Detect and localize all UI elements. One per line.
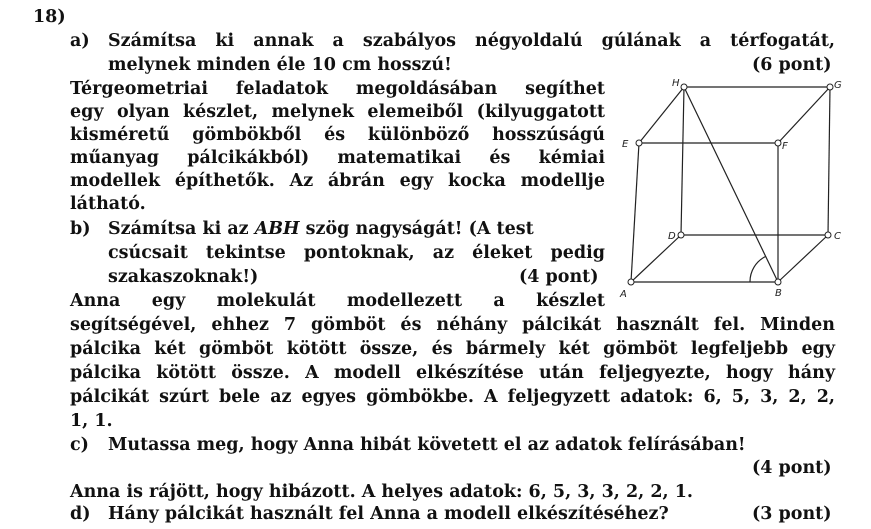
part-b-label: b) bbox=[70, 219, 91, 239]
label-e: E bbox=[622, 139, 629, 150]
vertex-c bbox=[825, 232, 831, 238]
correction-text: Anna is rájött, hogy hibázott. A helyes adatok: 6, 5, 3, 3, 2, 2, 1. bbox=[70, 482, 693, 502]
intro-line-4: műanyag pálcikákból) matematikai és kémiai bbox=[70, 148, 605, 168]
part-b-points: (4 pont) bbox=[519, 267, 599, 287]
edge-cg bbox=[828, 87, 830, 235]
vertex-g bbox=[827, 84, 833, 90]
part-c-points: (4 pont) bbox=[752, 458, 832, 478]
part-a-line1: Számítsa ki annak a szabályos négyoldalú gúlának a térfogatát, bbox=[108, 31, 835, 51]
label-c: C bbox=[834, 231, 841, 242]
anna-line-4: pálcika kötött össze. A modell elkészítése után feljegyezte, hogy hány bbox=[70, 363, 835, 383]
angle-name: ABH bbox=[254, 219, 300, 239]
label-g: G bbox=[834, 80, 842, 91]
part-c-label: c) bbox=[70, 435, 89, 455]
label-h: H bbox=[672, 78, 680, 89]
intro-line-6: látható. bbox=[70, 194, 146, 214]
part-d-text: Hány pálcikát használt fel Anna a modell elkészítéséhez? bbox=[108, 504, 669, 524]
edge-hd bbox=[681, 87, 684, 235]
problem-number: 18) bbox=[33, 7, 66, 27]
edge-bc bbox=[778, 235, 828, 282]
edge-ea bbox=[631, 143, 639, 282]
part-b-line1: Számítsa ki az ABH szög nagyságát! (A test bbox=[108, 219, 534, 239]
part-d-label: d) bbox=[70, 504, 91, 524]
vertex-e bbox=[636, 140, 642, 146]
anna-line-2: segítségével, ehhez 7 gömböt és néhány pálcikát használt fel. Minden bbox=[70, 315, 835, 335]
intro-line-1: Térgeometriai feladatok megoldásában segíthet bbox=[70, 79, 605, 99]
intro-line-5: modellek építhetők. Az ábrán egy kocka modellje bbox=[70, 171, 605, 191]
part-a-label: a) bbox=[70, 31, 90, 51]
intro-line-2: egy olyan készlet, melynek elemeiből (kilyuggatott bbox=[70, 102, 605, 122]
vertex-f bbox=[775, 140, 781, 146]
anna-line-6: 1, 1. bbox=[70, 411, 113, 431]
vertex-b bbox=[775, 279, 781, 285]
label-d: D bbox=[668, 231, 676, 242]
part-b-line3: szakaszoknak!) bbox=[108, 267, 259, 287]
cube-figure bbox=[610, 72, 850, 302]
part-b-line2: csúcsait tekintse pontoknak, az éleket pedig bbox=[108, 243, 605, 263]
vertex-d bbox=[678, 232, 684, 238]
edge-fg bbox=[778, 87, 830, 143]
label-b: B bbox=[775, 288, 782, 299]
edge-eh bbox=[639, 87, 684, 143]
part-c-text: Mutassa meg, hogy Anna hibát követett el az adatok felírásában! bbox=[108, 435, 746, 455]
part-d-points: (3 pont) bbox=[752, 504, 832, 524]
anna-line-3: pálcika két gömböt kötött össze, és bármely két gömböt legfeljebb egy bbox=[70, 339, 835, 359]
anna-line-5: pálcikát szúrt bele az egyes gömbökbe. A feljegyzett adatok: 6, 5, 3, 2, 2, bbox=[70, 387, 835, 407]
anna-line-1: Anna egy molekulát modellezett a készlet bbox=[70, 291, 605, 311]
part-a-line2: melynek minden éle 10 cm hosszú! bbox=[108, 55, 452, 75]
intro-line-3: kisméretű gömbökből és különböző hosszúságú bbox=[70, 125, 605, 145]
vertex-h bbox=[681, 84, 687, 90]
vertex-a bbox=[628, 279, 634, 285]
label-a: A bbox=[620, 289, 627, 300]
label-f: F bbox=[782, 141, 788, 152]
angle-abh-arc bbox=[750, 257, 766, 283]
diagonal-bh bbox=[684, 87, 778, 282]
edge-ad bbox=[631, 235, 681, 282]
part-a-points: (6 pont) bbox=[752, 55, 832, 75]
